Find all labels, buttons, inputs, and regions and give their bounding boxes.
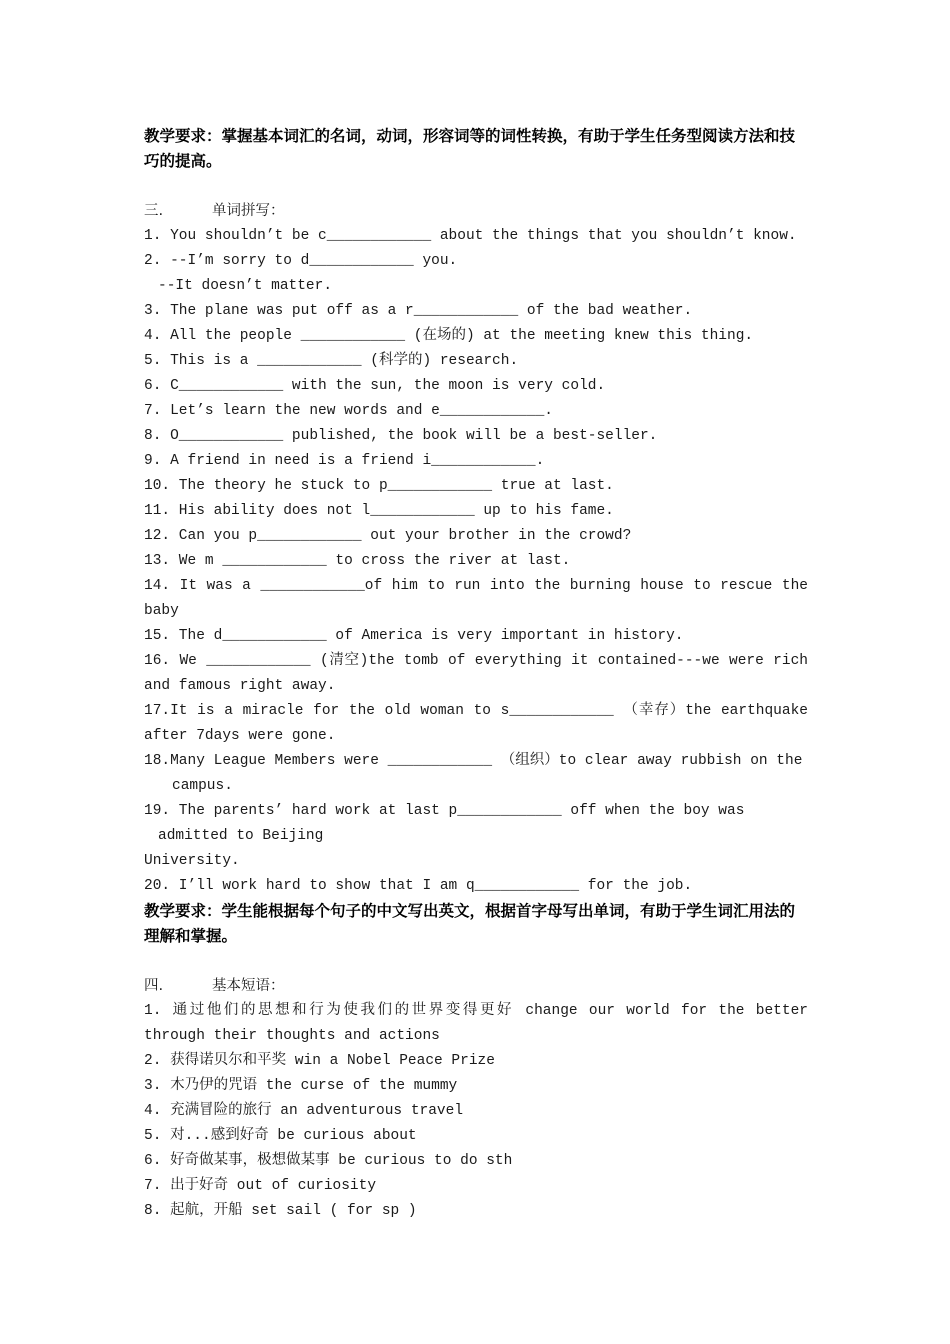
exercise-item-20: 20. I’ll work hard to show that I am q____________ for the job. <box>144 878 693 894</box>
exercise-item-12: 12. Can you p____________ out your brother in the crowd? <box>144 528 632 544</box>
section-3-title: 单词拼写： <box>212 203 285 219</box>
exercise-item-16: 16. We ____________ (清空)the tomb of everything it contained---we were rich and famous right away. <box>144 653 817 694</box>
exercise-item-14: 14. It was a ____________of him to run into the burning house to rescue the baby <box>144 578 817 619</box>
exercise-item-7: 7. Let’s learn the new words and e____________. <box>144 403 553 419</box>
exercise-item-15: 15. The d____________ of America is very important in history. <box>144 628 684 644</box>
section-4-number: 四. <box>144 978 164 994</box>
exercise-item-2b: --It doesn’t matter. <box>158 278 333 294</box>
exercise-item-4: 4. All the people ____________ (在场的) at the meeting knew this thing. <box>144 328 754 344</box>
exercise-item-5: 5. This is a ____________ (科学的) research. <box>144 353 519 369</box>
phrase-item-7: 7. 出于好奇 out of curiosity <box>144 1178 377 1194</box>
exercise-item-6: 6. C____________ with the sun, the moon is very cold. <box>144 378 606 394</box>
document-page <box>144 124 817 1224</box>
exercise-item-19b: admitted to Beijing <box>158 828 324 844</box>
exercise-item-19c: University. <box>144 853 240 869</box>
exercise-item-8: 8. O____________ published, the book will be a best-seller. <box>144 428 658 444</box>
phrase-item-4: 4. 充满冒险的旅行 an adventurous travel <box>144 1103 464 1119</box>
phrase-item-5: 5. 对...感到好奇 be curious about <box>144 1128 417 1144</box>
teaching-requirement-1: 教学要求：掌握基本词汇的名词，动词，形容词等的词性转换，有助于学生任务型阅读方法和技巧的提高。 <box>144 127 796 170</box>
phrase-item-6: 6. 好奇做某事，极想做某事 be curious to do sth <box>144 1153 513 1169</box>
exercise-item-18a: 18.Many League Members were ____________ （组织）to clear away rubbish on the <box>144 753 803 769</box>
phrase-item-2: 2. 获得诺贝尔和平奖 win a Nobel Peace Prize <box>144 1053 495 1069</box>
exercise-item-10: 10. The theory he stuck to p____________ true at last. <box>144 478 614 494</box>
exercise-item-13: 13. We m ____________ to cross the river at last. <box>144 553 571 569</box>
phrase-item-1: 1. 通过他们的思想和行为使我们的世界变得更好 change our world for the better through their thoughts and actions <box>144 1003 817 1044</box>
section-3-heading <box>144 199 808 224</box>
section-4-title: 基本短语： <box>212 978 285 994</box>
section-4-heading <box>144 974 808 999</box>
exercise-item-9: 9. A friend in need is a friend i____________. <box>144 453 545 469</box>
phrase-item-3: 3. 木乃伊的咒语 the curse of the mummy <box>144 1078 458 1094</box>
exercise-item-17: 17.It is a miracle for the old woman to s____________ （幸存）the earthquake after 7days were gone. <box>144 703 817 744</box>
exercise-item-2a: 2. --I’m sorry to d____________ you. <box>144 253 458 269</box>
teaching-requirement-2: 教学要求：学生能根据每个句子的中文写出英文，根据首字母写出单词，有助于学生词汇用法的理解和掌握。 <box>144 902 796 945</box>
section-3-number: 三. <box>144 203 164 219</box>
exercise-item-11: 11. His ability does not l____________ up to his fame. <box>144 503 614 519</box>
exercise-item-1: 1. You shouldn’t be c____________ about the things that you shouldn’t know. <box>144 228 797 244</box>
exercise-item-18b: campus. <box>172 778 233 794</box>
exercise-item-3: 3. The plane was put off as a r____________ of the bad weather. <box>144 303 693 319</box>
phrase-item-8: 8. 起航，开船 set sail ( for sp ) <box>144 1203 417 1219</box>
exercise-item-19a: 19. The parents’ hard work at last p____________ off when the boy was <box>144 803 745 819</box>
